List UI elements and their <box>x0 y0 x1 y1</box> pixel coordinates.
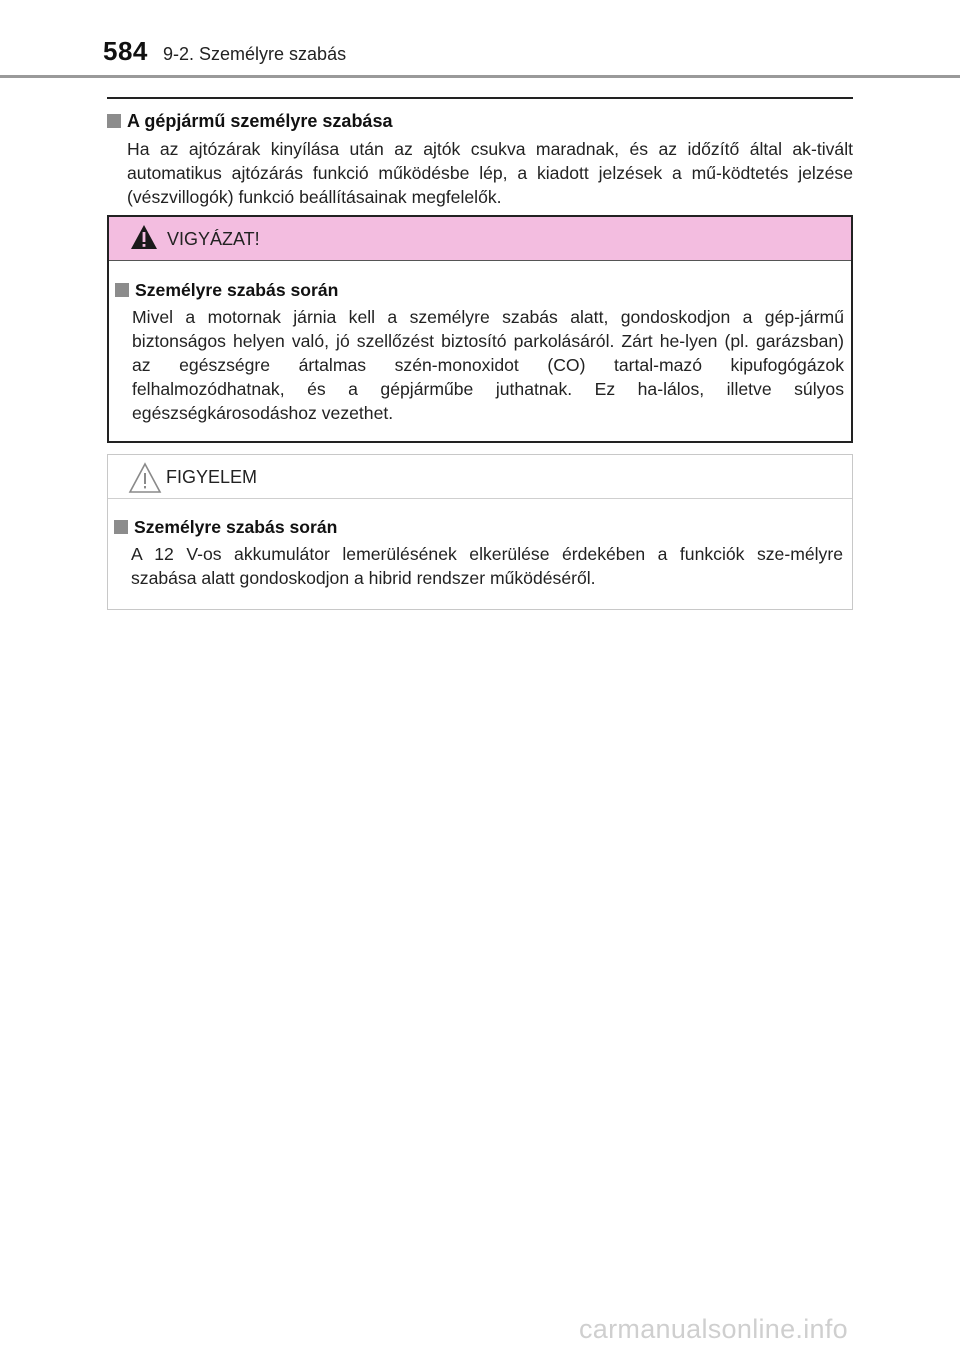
section-title: 9-2. Személyre szabás <box>163 44 347 64</box>
caution-box <box>107 215 853 443</box>
notice-box <box>107 454 853 610</box>
page-number: 584 <box>103 36 148 66</box>
watermark: carmanualsonline.info <box>579 1314 848 1344</box>
notice-body: A 12 V-os akkumulátor lemerülésének elkerülése érdekében a funkciók sze-mélyre szabása alatt gondoskodjon a hibrid rendszer működéséről. <box>131 544 843 588</box>
notice-header <box>108 455 852 499</box>
caution-title: VIGYÁZAT! <box>167 229 260 249</box>
warning-triangle-icon <box>129 223 159 251</box>
caution-header <box>109 217 851 261</box>
notice-heading <box>114 517 337 538</box>
caution-body: Mivel a motornak járnia kell a személyre szabás alatt, gondoskodjon a gép-jármű biztonságos helyen való, jó szellőzést biztosító parkolásáról. Zárt he-lyen (pl. garázsban) az egészségre ártalmas szén-monoxidot (CO) tartal-mazó kipufogógázok felhalmozódhatnak, és a gépjárműbe juthatnak. Ez ha-lálos, illetve súlyos egészségkárosodáshoz vezethet. <box>132 307 844 423</box>
bullet-square-icon <box>107 114 121 128</box>
section-body: Ha az ajtózárak kinyílása után az ajtók csukva maradnak, és az időzítő által ak-tivált automatikus ajtózárás funkció működésbe lép, a kiadott jelzések a mű-ködtetés jelzése (vészvillogók) funkció beállításainak megfelelők. <box>127 139 853 207</box>
notice-heading-label: Személyre szabás során <box>134 517 338 537</box>
caution-heading <box>115 280 338 301</box>
bullet-square-icon <box>115 283 129 297</box>
top-divider <box>107 97 853 99</box>
section-heading <box>107 111 392 132</box>
section-heading-label: A gépjármű személyre szabása <box>127 111 393 131</box>
page-header <box>0 0 960 78</box>
notice-triangle-icon <box>128 461 162 495</box>
bullet-square-icon <box>114 520 128 534</box>
caution-heading-label: Személyre szabás során <box>135 280 339 300</box>
notice-title: FIGYELEM <box>166 467 258 487</box>
